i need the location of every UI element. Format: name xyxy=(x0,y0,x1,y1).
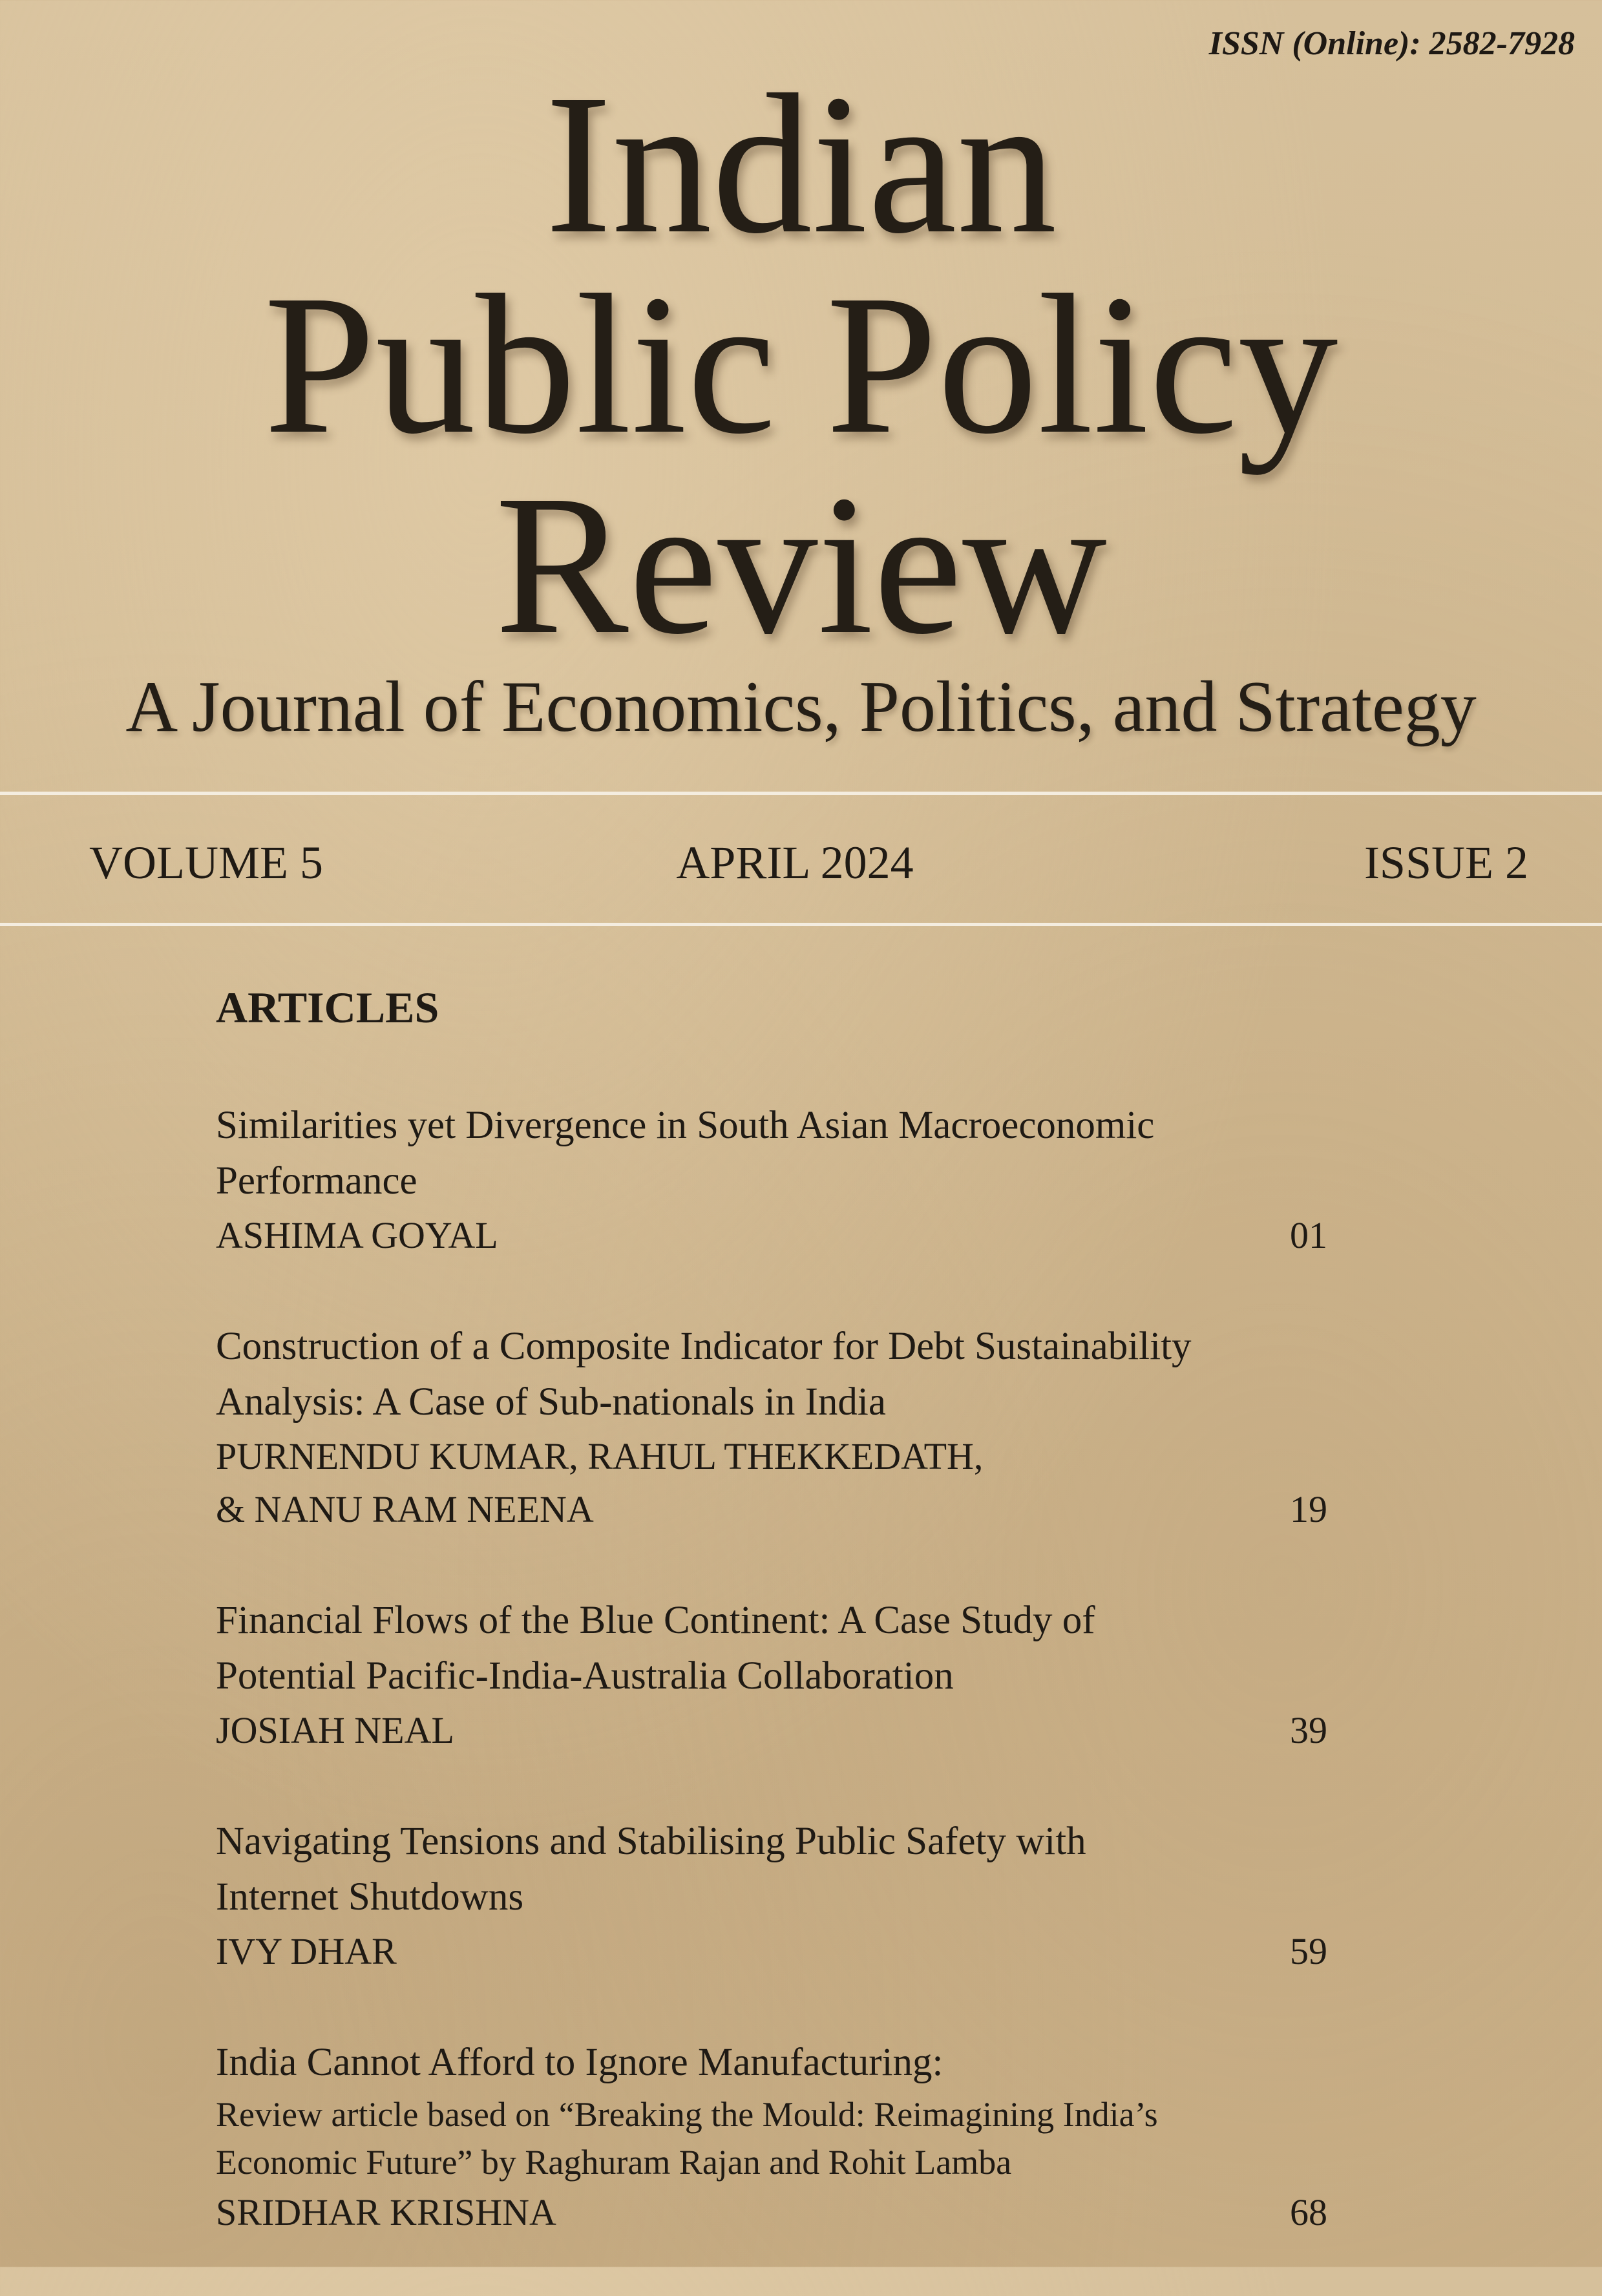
article-title: India Cannot Afford to Ignore Manufacturing: xyxy=(216,2041,943,2084)
article-entry xyxy=(216,1593,1327,1757)
article-authors: ASHIMA GOYAL xyxy=(216,1214,498,1256)
table-of-contents xyxy=(216,982,1327,2296)
journal-title xyxy=(0,54,1602,676)
issue-date: APRIL 2024 xyxy=(676,837,914,889)
issue-band xyxy=(0,795,1602,923)
article-title: Financial Flows of the Blue Continent: A Case Study of Potential Pacific-India-Australia Collaboration xyxy=(216,1599,1095,1698)
article-authors: SRIDHAR KRISHNA xyxy=(216,2191,556,2233)
article-authors: PURNENDU KUMAR, RAHUL THEKKEDATH, & NANU RAM NEENA xyxy=(216,1435,984,1530)
article-page-number: 39 xyxy=(1290,1709,1327,1751)
journal-title-line-2: Public Policy xyxy=(264,254,1338,476)
volume-label: VOLUME 5 xyxy=(89,837,323,889)
issue-number: ISSUE 2 xyxy=(1364,837,1528,889)
article-title: Construction of a Composite Indicator for Debt Sustainability Analysis: A Case of Sub-nationals in India xyxy=(216,1325,1192,1424)
article-entry xyxy=(216,1319,1327,1536)
article-entry xyxy=(216,1814,1327,1978)
article-page-number: 19 xyxy=(1290,1488,1327,1530)
article-authors: IVY DHAR xyxy=(216,1930,397,1972)
article-entry xyxy=(216,1098,1327,1262)
article-subtitle: Review article based on “Breaking the Mould: Reimagining India’s Economic Future” by Raghuram Rajan and Rohit Lamba xyxy=(216,2095,1158,2182)
article-page-number: 01 xyxy=(1290,1214,1327,1256)
contents-heading: ARTICLES xyxy=(216,983,439,1032)
article-title: Similarities yet Divergence in South Asian Macroeconomic Performance xyxy=(216,1104,1155,1203)
article-authors: JOSIAH NEAL xyxy=(216,1709,454,1751)
journal-title-line-3: Review xyxy=(495,454,1107,676)
article-title: Navigating Tensions and Stabilising Public Safety with Internet Shutdowns xyxy=(216,1820,1086,1919)
divider-bottom xyxy=(0,923,1602,926)
journal-title-line-1: Indian xyxy=(545,54,1057,275)
issn-label: ISSN (Online): 2582-7928 xyxy=(1208,25,1575,62)
article-page-number: 59 xyxy=(1290,1930,1327,1972)
article-entry xyxy=(216,2035,1327,2239)
article-page-number: 68 xyxy=(1290,2191,1327,2233)
journal-subtitle: A Journal of Economics, Politics, and Strategy xyxy=(125,667,1477,747)
